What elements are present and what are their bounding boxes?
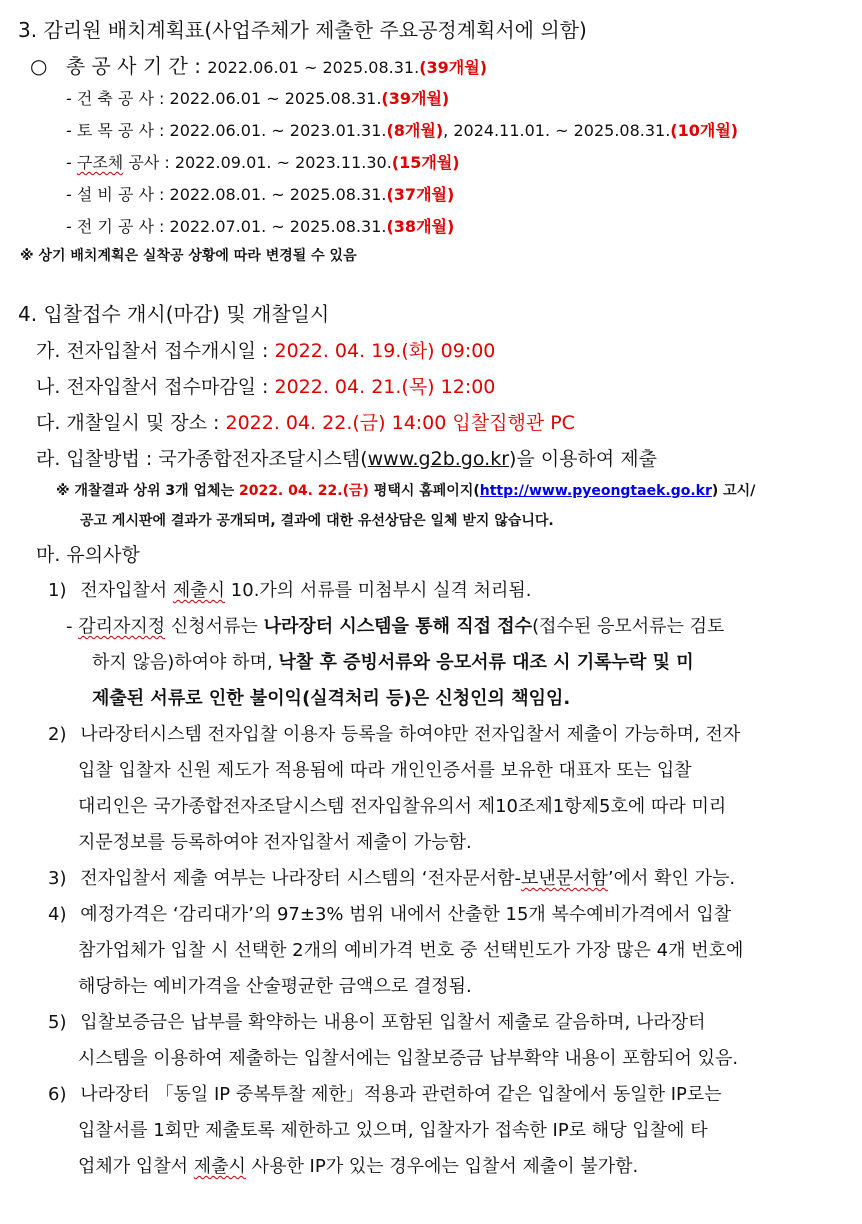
period-row-architecture xyxy=(66,89,449,108)
item-na-label: 나. 전자입찰서 접수마감일 : xyxy=(36,376,275,398)
notice-6-line1 xyxy=(48,1084,722,1106)
notice-1-sub-line3: 제출된 서류로 인한 불이익(실격처리 등)은 신청인의 책임임. xyxy=(92,688,571,709)
period-label-suffix: 공사 : xyxy=(123,153,170,172)
notice-2-line1 xyxy=(48,724,740,746)
g2b-link[interactable]: www.g2b.go.kr xyxy=(367,448,510,470)
period-row-electrical xyxy=(66,217,454,236)
notice-text: 전자입찰서 xyxy=(80,580,173,601)
notice-number: 5) xyxy=(48,1012,67,1033)
notice-number: 2) xyxy=(48,724,67,745)
total-period-dates: 2022.06.01 ~ 2025.08.31. xyxy=(207,58,420,77)
sub-text-bold: 나라장터 시스템을 통해 직접 접수 xyxy=(263,616,533,637)
item-ga xyxy=(36,340,495,363)
result-note-date: 2022. 04. 22.(금) xyxy=(238,483,369,499)
period-label: - 전 기 공 사 : xyxy=(66,217,165,236)
notice-3 xyxy=(48,868,735,890)
notice-text-2: 10.가의 서류를 미첨부시 실격 처리됨. xyxy=(225,580,532,601)
circle-bullet-icon: ○ xyxy=(30,54,48,78)
period-dates: 2022.07.01. ~ 2025.08.31. xyxy=(169,217,387,236)
period-row-mechanical xyxy=(66,185,454,204)
item-da-value: 2022. 04. 22.(금) 14:00 입찰집행관 PC xyxy=(225,412,575,434)
notice-number: 3) xyxy=(48,868,67,889)
section-3-heading: 3. 감리원 배치계획표(사업주체가 제출한 주요공정계획서에 의함) xyxy=(18,18,587,42)
notice-text-wavy: 제출시 xyxy=(172,580,226,601)
item-da xyxy=(36,412,575,435)
notice-5-line2: 시스템을 이용하여 제출하는 입찰서에는 입찰보증금 납부확약 내용이 포함되어 있음. xyxy=(78,1048,739,1069)
notice-1-sub-line1 xyxy=(66,616,848,638)
period-dates-2: , 2024.11.01. ~ 2025.08.31. xyxy=(443,121,671,140)
notice-number: 6) xyxy=(48,1084,67,1105)
total-period-label: 총 공 사 기 간 : xyxy=(65,54,201,78)
notice-5-line1 xyxy=(48,1012,706,1034)
sub-text: 신청서류는 xyxy=(165,616,264,637)
period-row-civil xyxy=(66,121,738,140)
period-dates: 2022.09.01. ~ 2023.11.30. xyxy=(174,153,392,172)
notice-text: 예정가격은 ‘감리대가’의 97±3% 범위 내에서 산출한 15개 복수예비가격에서 입찰 xyxy=(80,904,732,925)
sub-text: 하지 않음)하여야 하며, xyxy=(92,652,279,673)
notice-text-2: 사용한 IP가 있는 경우에는 입찰서 제출이 불가함. xyxy=(245,1156,639,1177)
notice-text: 전자입찰서 제출 여부는 나라장터 시스템의 ‘전자문서함- xyxy=(80,868,521,889)
notice-1 xyxy=(48,580,531,602)
notice-4-line2: 참가업체가 입찰 시 선택한 2개의 예비가격 번호 중 선택빈도가 가장 많은 4개 번호에 xyxy=(78,940,744,961)
notice-text-wavy: 보낸문서함 xyxy=(520,868,608,889)
item-da-label: 다. 개찰일시 및 장소 : xyxy=(36,412,226,434)
result-note-text: ※ 개찰결과 상위 3개 업체는 xyxy=(56,483,239,499)
period-months: (37개월) xyxy=(386,185,455,204)
notice-4-line3: 해당하는 예비가격을 산술평균한 금액으로 결정됨. xyxy=(78,976,472,997)
notice-number: 4) xyxy=(48,904,67,925)
period-label: - 설 비 공 사 : xyxy=(66,185,165,204)
pyeongtaek-link[interactable]: http://www.pyeongtaek.go.kr xyxy=(479,483,712,499)
period-dates: 2022.06.01 ~ 2025.08.31. xyxy=(169,89,382,108)
notice-text-wavy: 제출시 xyxy=(193,1156,246,1177)
period-months: (8개월) xyxy=(386,121,444,140)
period-row-structure xyxy=(66,153,460,172)
item-ra xyxy=(36,448,657,471)
notice-number: 1) xyxy=(48,580,67,601)
notice-text: 나라장터시스템 전자입찰 이용자 등록을 하여야만 전자입찰서 제출이 가능하며, 전자 xyxy=(80,724,741,745)
total-period-row xyxy=(30,54,487,78)
notice-6-line3 xyxy=(78,1156,638,1178)
period-label-wavy: 구조체 xyxy=(76,153,124,172)
total-period-months: (39개월) xyxy=(419,58,488,77)
dash: - xyxy=(66,616,79,637)
period-dates: 2022.06.01. ~ 2023.01.31. xyxy=(169,121,387,140)
notice-text: 업체가 입찰서 xyxy=(78,1156,194,1177)
period-months: (39개월) xyxy=(381,89,450,108)
item-ra-suffix: )을 이용하여 제출 xyxy=(509,448,657,470)
period-months: (15개월) xyxy=(391,153,460,172)
result-note-text-2: 평택시 홈페이지( xyxy=(368,483,480,499)
period-label: - 토 목 공 사 : xyxy=(66,121,165,140)
notice-1-sub-line2 xyxy=(92,652,694,674)
result-note-text-3: ) 고시/ xyxy=(711,483,756,499)
period-dates: 2022.08.01. ~ 2025.08.31. xyxy=(169,185,387,204)
notice-6-line2: 입찰서를 1회만 제출토록 제한하고 있으며, 입찰자가 접속한 IP로 해당 입찰에 타 xyxy=(78,1120,708,1141)
notice-2-line2: 입찰 입찰자 신원 제도가 적용됨에 따라 개인인증서를 보유한 대표자 또는 입찰 xyxy=(78,760,692,781)
period-months: (38개월) xyxy=(386,217,455,236)
period-label: - 건 축 공 사 : xyxy=(66,89,165,108)
plan-change-note: ※ 상기 배치계획은 실착공 상황에 따라 변경될 수 있음 xyxy=(20,248,357,264)
item-ga-value: 2022. 04. 19.(화) 09:00 xyxy=(274,340,496,362)
notice-text: 나라장터 「동일 IP 중복투찰 제한」적용과 관련하여 같은 입찰에서 동일한 IP로는 xyxy=(80,1084,722,1105)
notice-2-line4: 지문정보를 등록하여야 전자입찰서 제출이 가능함. xyxy=(78,832,472,853)
notice-4-line1 xyxy=(48,904,731,926)
period-months-2: (10개월) xyxy=(670,121,739,140)
result-note-line2: 공고 게시판에 결과가 공개되며, 결과에 대한 유선상담은 일체 받지 않습니다. xyxy=(80,513,554,529)
sub-text-bold: 낙찰 후 증빙서류와 응모서류 대조 시 기록누락 및 미 xyxy=(278,652,694,673)
item-na-value: 2022. 04. 21.(목) 12:00 xyxy=(274,376,496,398)
section-4-heading: 4. 입찰접수 개시(마감) 및 개찰일시 xyxy=(18,302,330,326)
sub-text-2: (접수된 응모서류는 검토 xyxy=(532,616,725,637)
sub-text-wavy: 감리자지정 xyxy=(78,616,166,637)
result-note-line1 xyxy=(56,483,755,500)
notice-2-line3: 대리인은 국가종합전자조달시스템 전자입찰유의서 제10조제1항제5호에 따라 미리 xyxy=(78,796,727,817)
item-na xyxy=(36,376,495,399)
item-ra-label: 라. 입찰방법 : 국가종합전자조달시스템( xyxy=(36,448,368,470)
item-ga-label: 가. 전자입찰서 접수개시일 : xyxy=(36,340,275,362)
item-ma-label: 마. 유의사항 xyxy=(36,544,140,566)
period-label-prefix: - xyxy=(66,153,77,172)
notice-text: 입찰보증금은 납부를 확약하는 내용이 포함된 입찰서 제출로 갈음하며, 나라장터 xyxy=(80,1012,706,1033)
notice-text-2: ’에서 확인 가능. xyxy=(607,868,736,889)
